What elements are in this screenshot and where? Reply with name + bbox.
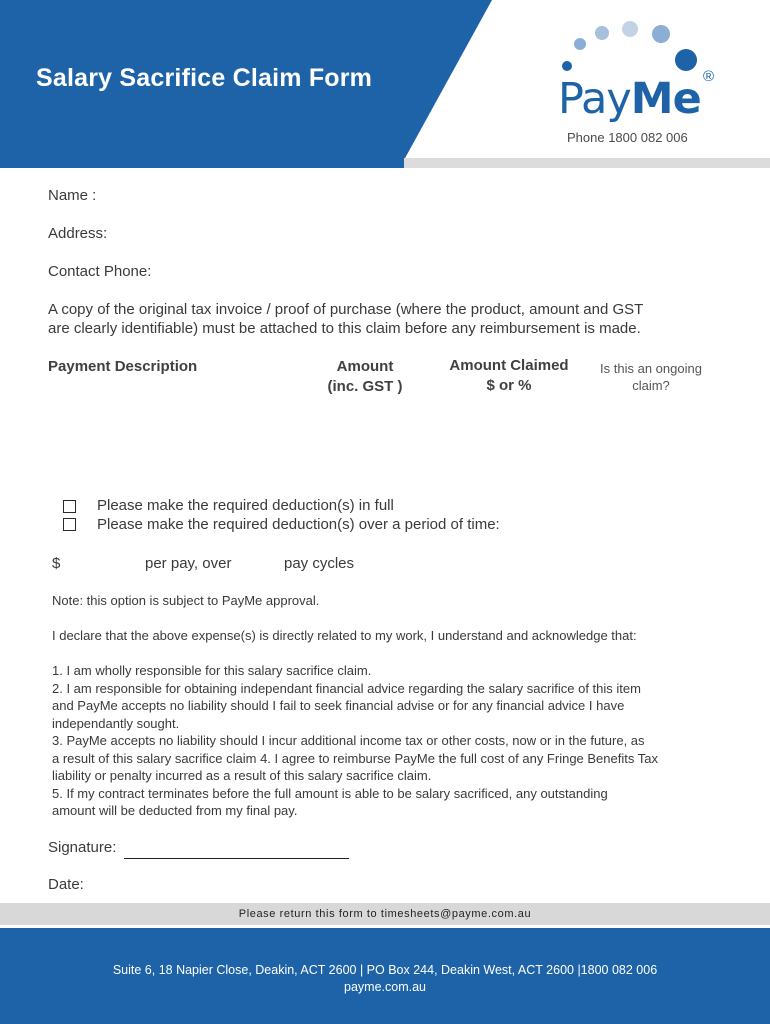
col-payment-description: Payment Description: [48, 358, 198, 375]
approval-note: Note: this option is subject to PayMe approval.: [52, 593, 320, 608]
declaration-line: and PayMe accepts no liability should I fail to seek financial advise or for any financial advice I have: [52, 698, 625, 713]
col-amount-claimed-line1: Amount Claimed: [449, 357, 569, 374]
payme-logo: [558, 74, 701, 124]
period-deduction-checkbox[interactable]: [63, 518, 76, 531]
contact-phone-label: Contact Phone:: [48, 263, 152, 280]
col-amount-line2: (inc. GST ): [327, 378, 403, 395]
footer-website: payme.com.au: [344, 980, 426, 994]
declaration-line: 3. PayMe accepts no liability should I incur additional income tax or other costs, now or in the future, as: [52, 733, 645, 748]
date-label: Date:: [48, 876, 84, 893]
declaration-line: 2. I am responsible for obtaining independant financial advice regarding the salary sacrifice of this item: [52, 680, 641, 696]
name-label: Name :: [48, 187, 97, 204]
dollar-sign: $: [52, 555, 61, 572]
col-amount-claimed: [438, 356, 580, 396]
registered-mark: ®: [703, 68, 715, 85]
declaration-line: independantly sought.: [52, 715, 180, 731]
declaration-line: 1. I am wholly responsible for this salary sacrifice claim.: [52, 663, 372, 678]
invoice-notice-line: A copy of the original tax invoice / proof of purchase (where the product, amount and GST: [48, 301, 644, 318]
address-label: Address:: [48, 225, 108, 242]
declaration-line: amount will be deducted from my final pay.: [52, 803, 298, 818]
footer-address: Suite 6, 18 Napier Close, Deakin, ACT 2600 | PO Box 244, Deakin West, ACT 2600 |1800 082 006: [112, 963, 658, 977]
declaration-line: liability or penalty incurred as a result of this salary sacrifice claim.: [52, 768, 432, 783]
declaration-line: 5. If my contract terminates before the full amount is able to be salary sacrificed, any outstanding: [52, 785, 608, 801]
full-deduction-label: Please make the required deduction(s) in full: [97, 497, 394, 514]
period-deduction-label: Please make the required deduction(s) over a period of time:: [97, 516, 500, 533]
declaration-list: [52, 662, 732, 820]
footer-contact: [0, 962, 770, 996]
invoice-notice: [48, 300, 728, 338]
col-ongoing-line1: Is this an ongoing: [600, 361, 702, 376]
return-instructions: Please return this form to timesheets@payme.com.au: [0, 903, 770, 925]
col-amount-line1: Amount: [336, 358, 394, 375]
col-ongoing-claim: [592, 360, 710, 394]
header-blue-strip: [0, 158, 404, 168]
invoice-notice-line: are clearly identifiable) must be attached to this claim before any reimbursement is made.: [48, 320, 641, 337]
pay-cycles-label: pay cycles: [284, 555, 355, 572]
declaration-line: a result of this salary sacrifice claim 4. I agree to reimburse PayMe the full cost of any Fringe Benefits Tax: [52, 750, 658, 766]
full-deduction-checkbox[interactable]: [63, 500, 76, 513]
logo-dots-icon: [562, 21, 697, 71]
header-phone: Phone 1800 082 006: [567, 130, 688, 145]
logo-me: Me: [630, 74, 701, 124]
per-pay-label: per pay, over: [145, 555, 232, 572]
col-amount: [310, 357, 420, 397]
col-amount-claimed-line2: $ or %: [486, 377, 532, 394]
col-ongoing-line2: claim?: [632, 378, 670, 393]
declaration-intro: I declare that the above expense(s) is directly related to my work, I understand and acknowledge that:: [52, 628, 637, 643]
signature-line[interactable]: [124, 858, 349, 859]
logo-pay: Pay: [558, 74, 631, 124]
form-title: Salary Sacrifice Claim Form: [36, 64, 373, 92]
signature-label: Signature:: [48, 839, 117, 856]
